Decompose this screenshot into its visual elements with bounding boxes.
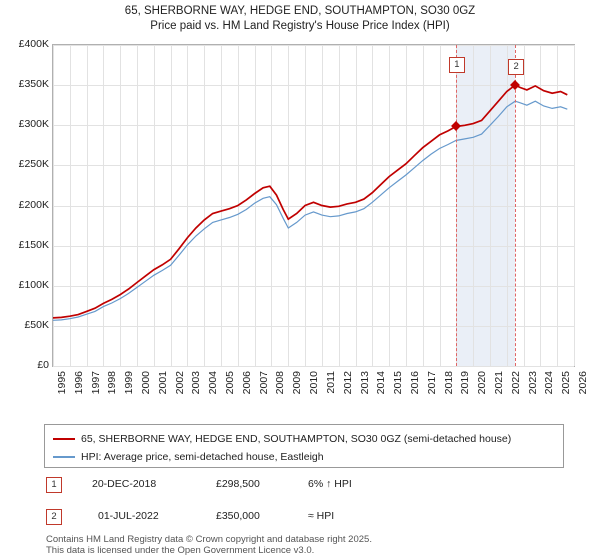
x-axis-tick-label: 2020 — [476, 371, 489, 395]
y-axis-tick-label: £300K — [18, 118, 49, 131]
annotation-price-2: £350,000 — [216, 510, 260, 522]
x-axis-tick-label: 2001 — [156, 371, 169, 395]
x-axis-tick-label: 2011 — [324, 371, 337, 394]
annotation-date-1: 20-DEC-2018 — [92, 478, 157, 490]
marker-vline — [515, 45, 517, 366]
chart-legend — [44, 424, 564, 468]
legend-label-0: 65, SHERBORNE WAY, HEDGE END, SOUTHAMPTON, SO30 0GZ (semi-detached house) — [81, 433, 512, 445]
chart-plot-area — [52, 44, 575, 367]
annotation-marker-2: 2 — [46, 509, 62, 525]
series-svg — [53, 45, 574, 366]
x-axis-tick-label: 2009 — [291, 371, 304, 395]
x-axis-tick-label: 2008 — [274, 371, 287, 395]
x-axis-tick-label: 2000 — [140, 371, 153, 395]
y-axis-tick-label: £0 — [37, 359, 49, 371]
y-axis-tick-label: £200K — [18, 198, 49, 211]
x-axis-tick-label: 2010 — [308, 371, 321, 395]
y-axis-tick-label: £100K — [18, 278, 49, 291]
x-axis-tick-label: 2014 — [375, 371, 388, 395]
legend-swatch-0 — [53, 438, 75, 440]
annotation-date-2: 01-JUL-2022 — [98, 510, 159, 522]
gridline-vertical — [574, 45, 575, 366]
x-axis-tick-label: 2013 — [358, 371, 371, 395]
y-axis-tick-label: £50K — [24, 318, 49, 331]
x-axis-tick-label: 1995 — [56, 371, 68, 395]
annotation-marker-1: 1 — [46, 477, 62, 493]
x-axis-tick-label: 2015 — [392, 371, 405, 395]
x-axis-tick-label: 2018 — [442, 371, 455, 395]
marker-vline — [456, 45, 458, 366]
series-line — [53, 85, 567, 318]
y-axis-tick-label: £250K — [18, 158, 49, 171]
x-axis-tick-label: 2003 — [190, 371, 203, 395]
annotation-hpi-1: 6% ↑ HPI — [308, 478, 352, 490]
footer-line-2: This data is licensed under the Open Government Licence v3.0. — [46, 545, 315, 556]
x-axis-tick-label: 2019 — [459, 371, 472, 395]
x-axis-tick-label: 2002 — [173, 371, 186, 395]
y-axis-tick-label: £400K — [18, 38, 49, 50]
x-axis-tick-label: 2005 — [224, 371, 237, 395]
x-axis-tick-label: 1998 — [106, 371, 119, 395]
x-axis-tick-label: 2006 — [240, 371, 253, 395]
y-axis-tick-label: £150K — [18, 238, 49, 251]
x-axis-tick-label: 2007 — [257, 371, 270, 395]
series-layer — [53, 45, 574, 366]
x-axis-tick-label: 2016 — [408, 371, 421, 395]
annotation-hpi-2: ≈ HPI — [308, 510, 335, 522]
y-axis-tick-label: £350K — [18, 78, 49, 91]
annotation-price-1: £298,500 — [216, 478, 260, 490]
x-axis-tick-label: 1999 — [123, 371, 136, 395]
legend-label-1: HPI: Average price, semi-detached house, Eastleigh — [81, 451, 324, 463]
x-axis-tick-label: 2024 — [543, 371, 556, 395]
x-axis-tick-label: 2004 — [207, 371, 220, 395]
legend-swatch-1 — [53, 456, 75, 458]
gridline-horizontal — [53, 366, 574, 367]
legend-item-1 — [53, 451, 324, 463]
marker-number-box: 2 — [508, 59, 524, 75]
title-line-2: Price paid vs. HM Land Registry's House Price Index (HPI) — [150, 20, 450, 32]
x-axis-tick-label: 2026 — [577, 371, 589, 395]
x-axis-tick-label: 2012 — [341, 371, 354, 395]
legend-item-0 — [53, 433, 511, 445]
footer-line-1: Contains HM Land Registry data © Crown copyright and database right 2025. — [46, 534, 372, 545]
title-line-1: 65, SHERBORNE WAY, HEDGE END, SOUTHAMPTON, SO30 0GZ — [124, 5, 476, 17]
x-axis-tick-label: 1996 — [72, 371, 85, 395]
x-axis-tick-label: 1997 — [89, 371, 102, 395]
marker-number-box: 1 — [449, 57, 465, 73]
x-axis-tick-label: 2017 — [425, 371, 438, 395]
x-axis-tick-label: 2025 — [560, 371, 573, 395]
page-title — [0, 4, 600, 34]
x-axis-tick-label: 2021 — [492, 371, 505, 395]
x-axis-tick-label: 2023 — [526, 371, 539, 395]
x-axis-tick-label: 2022 — [509, 371, 522, 395]
